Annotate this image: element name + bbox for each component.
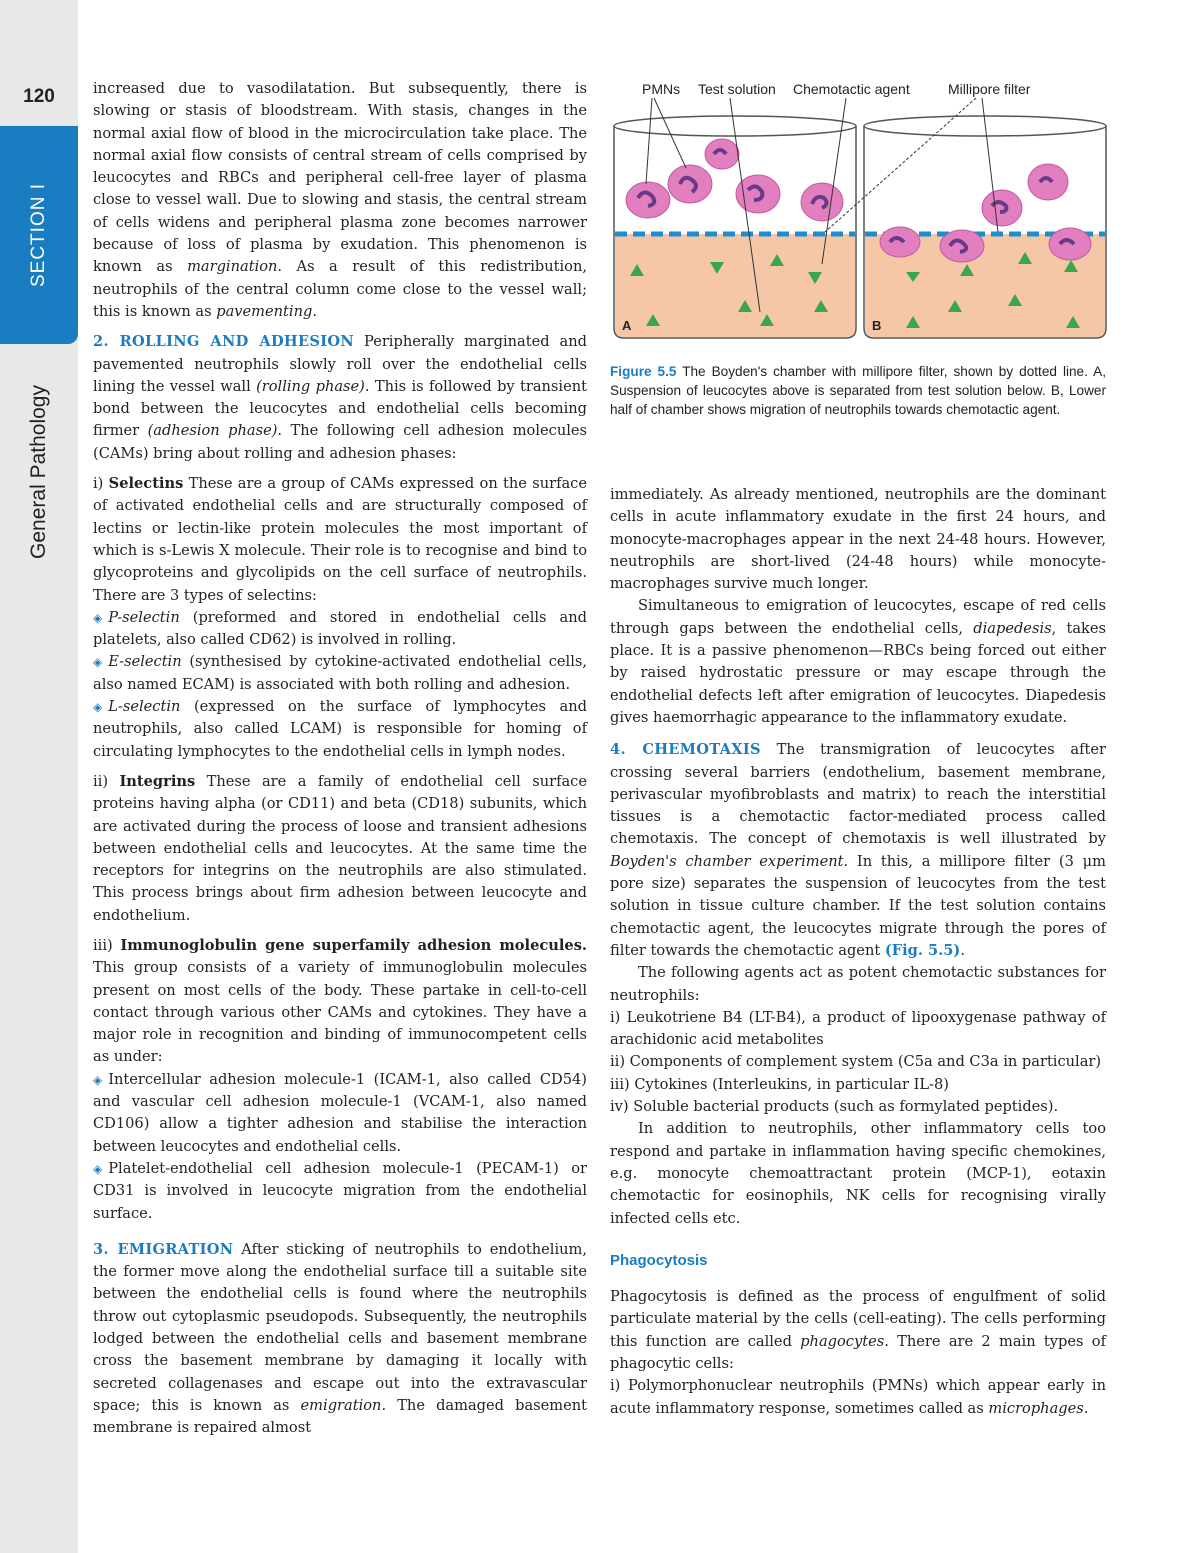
list-item: ◈ Platelet-endothelial cell adhesion molecule-1 (PECAM-1) or CD31 is involved in leucocyte migration from the endothelial surface. <box>93 1159 587 1222</box>
diapedesis-paragraph: Simultaneous to emigration of leucocytes, escape of red cells through gaps between the endothelial cells, diapedesis, takes place. It is a passive phenomenon—RBCs being forced out either by raised hydrostatic pressure or may escape through the endothelial defects left after emigration of leucocytes. Diapedesis gives haemorrhagic appearance to the inflammatory exudate. <box>610 597 1106 726</box>
chemokines-paragraph: In addition to neutrophils, other inflammatory cells too respond and partake in inflammation having specific chemokines, e.g. monocyte chemoattractant protein (MCP-1), eotaxin chemotactic for eosinophils, NK cells for recognising virally infected cells etc. <box>610 1120 1106 1227</box>
label-millipore-filter: Millipore filter <box>948 81 1031 97</box>
figure-reference-link[interactable]: (Fig. 5.5) <box>884 941 961 959</box>
selectins-paragraph: i) Selectins These are a group of CAMs expressed on the surface of activated endothelial cells and are structurally composed of lectins or lectin-like protein molecules the most important of which is s-Lewis X molecule. Their role is to recognise and bind to glycoproteins and glycolipids on the cell surface of neutrophils. There are 3 types of selectins: <box>93 475 587 604</box>
neutrophil-cell <box>705 139 739 169</box>
emigration-paragraph: 3. EMIGRATION After sticking of neutrophils to endothelium, the former move along the endothelial surface till a suitable site between the endothelial cells is found where the neutrophils throw out cytoplasmic pseudopods. Subsequently, the neutrophils lodged between the endothelial cells and basement membrane cross the basement membrane by damaging it locally with secreted collagenases and escape out into the extravascular space; this is known as emigration. The damaged basement membrane is repaired almost <box>93 1240 588 1437</box>
diamond-bullet-icon: ◈ <box>93 655 103 670</box>
right-column <box>610 484 1106 1420</box>
panel-label-b: B <box>872 318 882 333</box>
panel-label-a: A <box>622 318 632 333</box>
figure-caption: Figure 5.5 The Boyden's chamber with millipore filter, shown by dotted line. A, Suspension of leucocytes above is separated from test solution below. B, Lower half of chamber shows migration of neutrophils towards chemotactic agent. <box>610 364 1106 417</box>
agents-intro: The following agents act as potent chemotactic substances for neutrophils: <box>610 964 1106 1004</box>
list-item: ii) Components of complement system (C5a and C3a in particular) <box>610 1053 1102 1071</box>
list-item: ◈ L-selectin (expressed on the surface of lymphocytes and neutrophils, also called LCAM) is responsible for homing of circulating lymphocytes to the endothelial cells in lymph nodes. <box>93 698 587 760</box>
neutrophil-cell <box>982 190 1022 226</box>
section-label: SECTION I <box>28 182 49 288</box>
neutrophil-cell <box>880 227 920 257</box>
list-item: ◈ E-selectin (synthesised by cytokine-activated endothelial cells, also named ECAM) is associated with both rolling and adhesion. <box>93 653 587 693</box>
neutrophil-cell <box>1049 228 1091 260</box>
integrins-paragraph: ii) Integrins These are a family of endothelial cell surface proteins having alpha (or CD11) and beta (CD18) subunits, which are activated during the process of loose and transient adhesions between endothelial cells and leucocytes. At the same time the receptors for integrins on the neutrophils are also stimulated. This process brings about firm adhesion between leucocyte and endothelium. <box>93 772 587 924</box>
integrins-term: Integrins <box>119 772 196 790</box>
figure-label: Figure 5.5 <box>610 364 677 379</box>
rolling-heading: 2. ROLLING AND ADHESION <box>93 333 355 351</box>
list-item: i) Leukotriene B4 (LT-B4), a product of lipooxygenase pathway of arachidonic acid metabolites <box>610 1008 1106 1049</box>
selectins-term: Selectins <box>108 475 184 493</box>
page-number: 120 <box>23 86 55 107</box>
label-pmns: PMNs <box>642 81 681 97</box>
list-item: ◈ P-selectin (preformed and stored in endothelial cells and platelets, also called CD62) is involved in rolling. <box>93 608 587 649</box>
left-column <box>93 78 587 1440</box>
rolling-paragraph: 2. ROLLING AND ADHESION Peripherally marginated and pavemented neutrophils slowly roll over the endothelial cells lining the vessel wall (rolling phase). This is followed by transient bond between the leucocytes and endothelial cells becoming firmer (adhesion phase). The following cell adhesion molecules (CAMs) bring about rolling and adhesion phases: <box>93 333 588 462</box>
neutrophil-cell <box>736 175 780 213</box>
neutrophil-cell <box>626 182 670 218</box>
neutrophil-duration-paragraph: immediately. As already mentioned, neutrophils are the dominant cells in acute inflammatory exudate in the first 24 hours, and monocyte-macrophages appear in the next 24-48 hours. However, neutrophils are short-lived (24-48 hours) while monocyte-macrophages survive much longer. <box>610 486 1106 593</box>
emigration-heading: 3. EMIGRATION <box>93 1240 234 1258</box>
neutrophil-cell <box>940 230 984 262</box>
section-tab <box>0 126 78 344</box>
neutrophil-cell <box>668 165 712 203</box>
running-title: General Pathology <box>27 385 50 559</box>
igsf-term: Immunoglobulin gene superfamily adhesion molecules. <box>120 936 587 954</box>
list-item: iv) Soluble bacterial products (such as formylated peptides). <box>610 1098 1059 1116</box>
diamond-bullet-icon: ◈ <box>93 610 103 625</box>
list-item: i) Polymorphonuclear neutrophils (PMNs) which appear early in acute inflammatory response, sometimes called as microphages. <box>610 1377 1106 1417</box>
label-chemotactic-agent: Chemotactic agent <box>793 81 910 97</box>
margination-paragraph: increased due to vasodilatation. But subsequently, there is slowing or stasis of bloodstream. With stasis, changes in the normal axial flow of blood in the microcirculation take place. The normal axial flow consists of central stream of cells comprised by leucocytes and RBCs and peripheral cell-free layer of plasma close to vessel wall. Due to slowing and stasis, the central stream of cells widens and peripheral plasma zone becomes narrower because of loss of plasma by exudation. This phenomenon is known as margination. As a result of this redistribution, neutrophils of the central column come close to the vessel wall; this is known as pavementing. <box>93 80 588 320</box>
igsf-paragraph: iii) Immunoglobulin gene superfamily adhesion molecules. This group consists of a variety of immunoglobulin molecules present on most cells of the body. These partake in cell-to-cell contact through various other CAMs and cytokines. They have a major role in recognition and binding of immunocompetent cells as under: <box>93 936 587 1066</box>
label-test-solution: Test solution <box>698 81 776 97</box>
diamond-bullet-icon: ◈ <box>93 700 103 715</box>
neutrophil-cell <box>1028 164 1068 200</box>
phagocytosis-heading: Phagocytosis <box>610 1251 708 1269</box>
list-item: ◈ Intercellular adhesion molecule-1 (ICAM-1, also called CD54) and vascular cell adhesion molecule-1 (VCAM-1, also named CD106) allow a tighter adhesion and stabilise the interaction between leucocytes and endothelial cells. <box>93 1070 587 1155</box>
phagocytosis-paragraph: Phagocytosis is defined as the process of engulfment of solid particulate material by the cells (cell-eating). The cells performing this function are called phagocytes. There are 2 main types of phagocytic cells: <box>610 1288 1106 1372</box>
chemotaxis-heading: 4. CHEMOTAXIS <box>610 741 761 759</box>
diamond-bullet-icon: ◈ <box>93 1161 103 1176</box>
chemotaxis-paragraph: 4. CHEMOTAXIS The transmigration of leucocytes after crossing several barriers (endothelium, basement membrane, perivascular myofibroblasts and matrix) to reach the interstitial tissues is a chemotactic factor-mediated process called chemotaxis. The concept of chemotaxis is well illustrated by Boyden's chamber experiment. In this, a millipore filter (3 μm pore size) separates the suspension of leucocytes from the test solution in tissue culture chamber. If the test solution contains chemotactic agent, the leucocytes migrate through the pores of filter towards the chemotactic agent (Fig. 5.5). <box>610 741 1106 959</box>
neutrophil-cell <box>801 183 843 221</box>
boyden-chamber-figure <box>610 76 1110 346</box>
diamond-bullet-icon: ◈ <box>93 1072 103 1087</box>
list-item: iii) Cytokines (Interleukins, in particular IL-8) <box>610 1075 949 1093</box>
